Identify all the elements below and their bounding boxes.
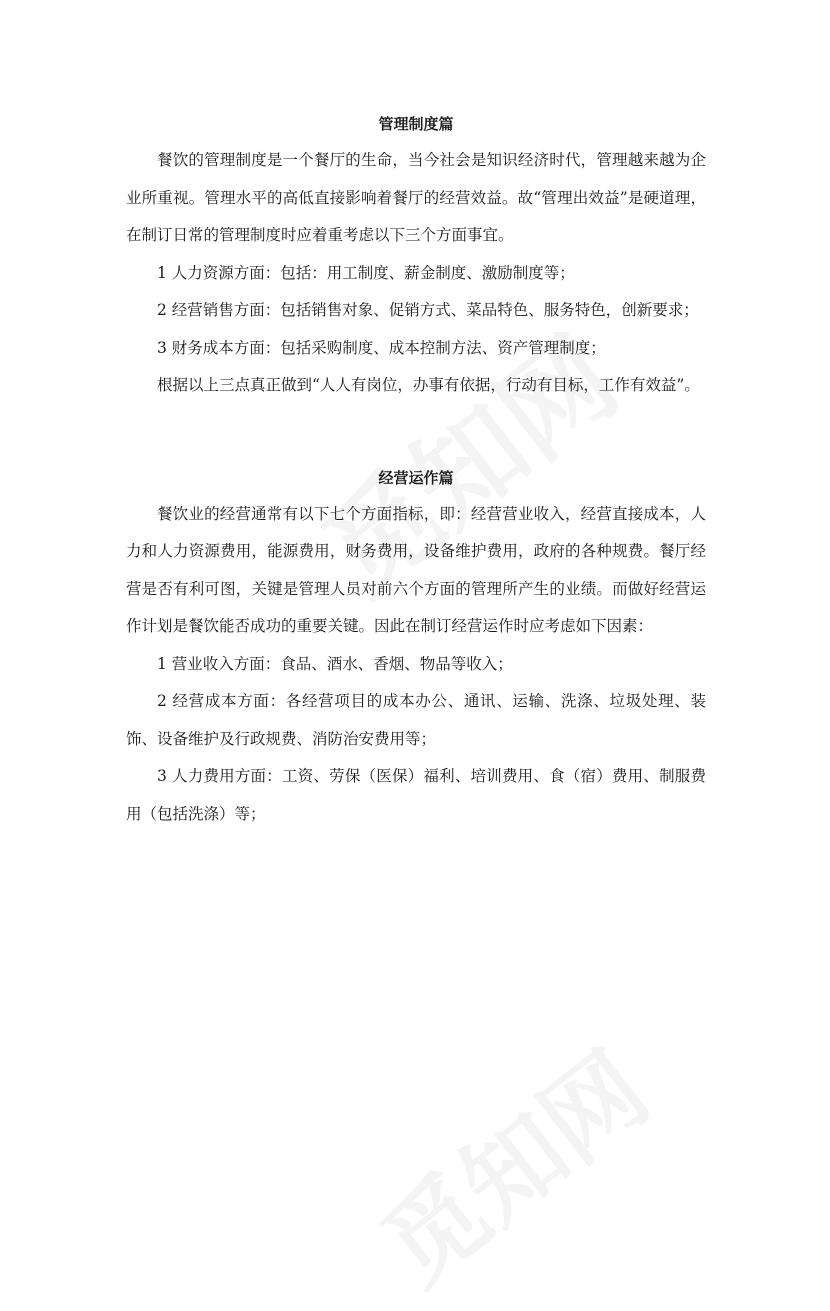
section-title: 经营运作篇 [378, 468, 454, 487]
section-business-operation [126, 460, 706, 834]
paragraph: 3 财务成本方面：包括采购制度、成本控制方法、资产管理制度； [157, 338, 606, 357]
section-spacer [126, 405, 706, 460]
section-management-system [126, 106, 706, 405]
paragraph: 2 经营销售方面：包括销售对象、促销方式、菜品特色、服务特色，创新要求； [157, 301, 699, 319]
paragraph: 餐饮的管理制度是一个餐厅的生命，当今社会是知识经济时代，管理越来越为企业所重视。管理水平的高低直接影响着餐厅的经营效益。故“管理出效益”是硬道理，在制订日常的管理制度时应着重考虑以下三个方面事宜。 [126, 151, 706, 244]
paragraph: 餐饮业的经营通常有以下七个方面指标，即：经营营业收入，经营直接成本，人力和人力资源费用，能源费用，财务费用，设备维护费用，政府的各种规费。餐厅经营是否有利可图，关键是管理人员对前六个方面的管理所产生的业绩。而做好经营运作计划是餐饮能否成功的重要关键。因此在制订经营运作时应考虑如下因素： [126, 504, 706, 635]
watermark [347, 1013, 672, 1311]
paragraph: 2 经营成本方面：各经营项目的成本办公、通讯、运输、洗涤、垃圾处理、装饰、设备维护及行政规费、消防治安费用等； [126, 692, 706, 748]
paragraph: 1 营业收入方面：食品、酒水、香烟、物品等收入； [157, 654, 513, 673]
paragraph: 1 人力资源方面：包括：用工制度、薪金制度、激励制度等； [157, 263, 575, 282]
section-title: 管理制度篇 [378, 115, 454, 133]
paragraph: 根据以上三点真正做到“人人有岗位，办事有依据，行动有目标，工作有效益”。 [157, 376, 700, 394]
document-body [126, 106, 706, 833]
paragraph: 3 人力费用方面：工资、劳保（医保）福利、培训费用、食（宿）费用、制服费用（包括洗涤）等； [126, 767, 706, 823]
